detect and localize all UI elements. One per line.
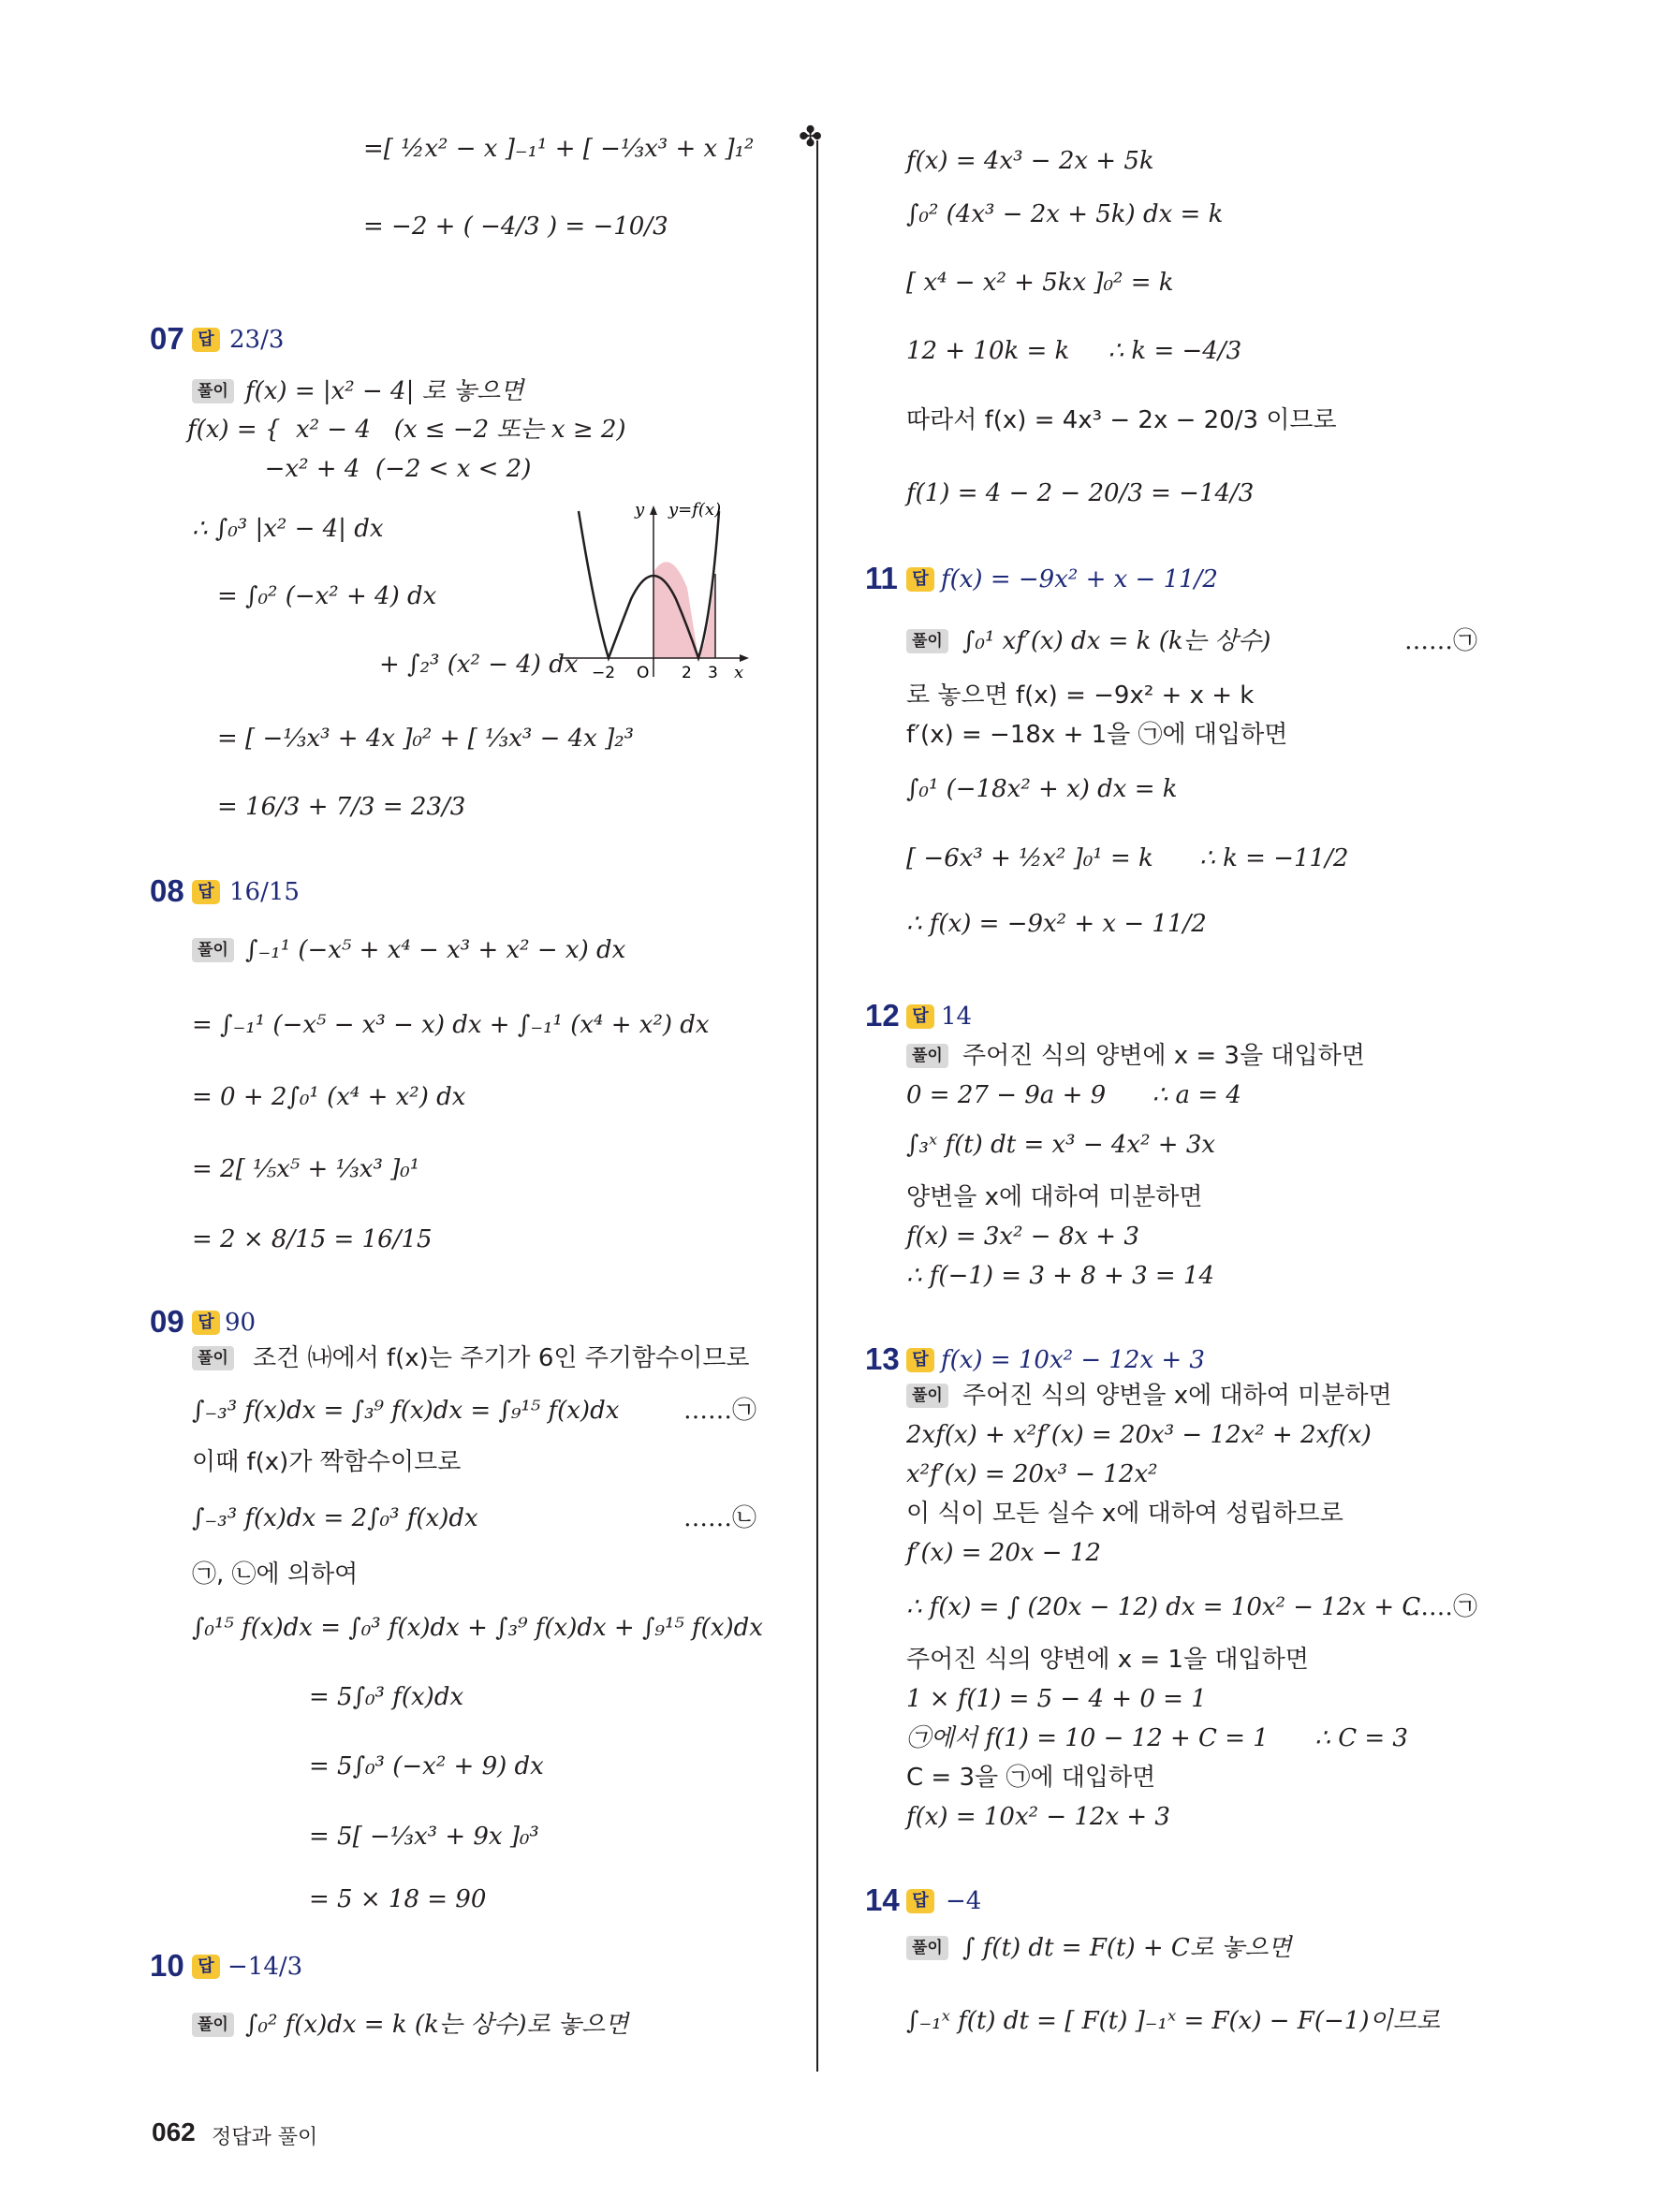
curve-label: y=f(x) (668, 500, 722, 520)
solution-badge: 풀이 (906, 1936, 948, 1960)
p13-line-6: 주어진 식의 양변에 x = 1을 대입하면 (906, 1646, 1309, 1674)
problem-07-answer: 23/3 (229, 326, 285, 354)
function-graph (551, 494, 766, 681)
p08-line-2: = 0 + 2∫₀¹ (x⁴ + x²) dx (192, 1083, 466, 1111)
page-number: 062 (152, 2117, 196, 2146)
p13-line-1: 2xf(x) + x²f′(x) = 20x³ − 12x² + 2xf(x) (906, 1421, 1372, 1449)
p07-line-6: = [ −⅓x³ + 4x ]₀² + [ ⅓x³ − 4x ]₂³ (217, 725, 635, 753)
p14-line-0: ∫ f(t) dt = F(t) + C로 놓으면 (962, 1934, 1292, 1962)
p13-line-2: x²f′(x) = 20x³ − 12x² (906, 1460, 1158, 1488)
p09-line-5: ∫₀¹⁵ f(x)dx = ∫₀³ f(x)dx + ∫₃⁹ f(x)dx + ∫₉¹⁵ f(x)dx (192, 1614, 763, 1642)
p10-line-1: f(x) = 4x³ − 2x + 5k (906, 147, 1154, 175)
p14-line-1: ∫₋₁ˣ f(t) dt = [ F(t) ]₋₁ˣ = F(x) − F(−1)이므로 (906, 2007, 1440, 2035)
problem-11-number: 11 (865, 561, 898, 595)
p09-line-2: 이때 f(x)가 짝함수이므로 (192, 1448, 462, 1476)
solution-badge: 풀이 (192, 379, 234, 403)
solution-badge: 풀이 (192, 938, 234, 962)
problem-12-number: 12 (865, 998, 900, 1033)
p08-line-4: = 2 × 8/15 = 16/15 (192, 1225, 433, 1253)
problem-10-answer: −14/3 (228, 1953, 303, 1981)
tick-3: 3 (708, 664, 718, 681)
p13-line-9: C = 3을 ㉠에 대입하면 (906, 1764, 1156, 1792)
answer-badge: 답 (192, 1955, 220, 1979)
problem-13-answer: f(x) = 10x² − 12x + 3 (941, 1346, 1205, 1374)
p12-line-3: 양변을 x에 대하여 미분하면 (906, 1183, 1203, 1211)
p09-line-6: = 5∫₀³ f(x)dx (309, 1683, 464, 1711)
p11-line-3: ∫₀¹ (−18x² + x) dx = k (906, 775, 1178, 803)
p12-line-1: 0 = 27 − 9a + 9 ∴ a = 4 (906, 1081, 1241, 1109)
problem-09-number: 09 (150, 1304, 184, 1339)
p10-line-3: [ x⁴ − x² + 5kx ]₀² = k (906, 269, 1174, 297)
column-divider (816, 140, 818, 2072)
p11-line-2: f′(x) = −18x + 1을 ㉠에 대입하면 (906, 721, 1288, 749)
problem-13-number: 13 (865, 1341, 900, 1376)
problem-09-answer: 90 (225, 1309, 257, 1337)
problem-11-answer: f(x) = −9x² + x − 11/2 (941, 565, 1218, 593)
p12-line-5: ∴ f(−1) = 3 + 8 + 3 = 14 (906, 1262, 1215, 1290)
solution-badge: 풀이 (192, 1346, 234, 1370)
curve (579, 511, 719, 658)
answer-badge: 답 (906, 1348, 934, 1372)
p11-line-4: [ −6x³ + ½x² ]₀¹ = k ∴ k = −11/2 (906, 844, 1349, 872)
solution-badge: 풀이 (906, 1044, 948, 1068)
tick-2: 2 (682, 664, 692, 681)
footer-title: 정답과 풀이 (212, 2126, 318, 2149)
p07-line-0: f(x) = |x² − 4| 로 놓으면 (245, 377, 524, 405)
p09-line-1: ∫₋₃³ f(x)dx = ∫₃⁹ f(x)dx = ∫₉¹⁵ f(x)dx (192, 1397, 620, 1425)
p11-line-5: ∴ f(x) = −9x² + x − 11/2 (906, 910, 1207, 938)
p12-line-4: f(x) = 3x² − 8x + 3 (906, 1223, 1139, 1251)
p10-line-4: 12 + 10k = k ∴ k = −4/3 (906, 337, 1242, 365)
p13-line-5: ∴ f(x) = ∫ (20x − 12) dx = 10x² − 12x + C (906, 1593, 1421, 1621)
p09-line-0: 조건 ㈏에서 f(x)는 주기가 6인 주기함수이므로 (253, 1344, 750, 1372)
answer-badge: 답 (192, 1311, 220, 1335)
p07-line-5: + ∫₂³ (x² − 4) dx (379, 651, 579, 679)
p07-line-3: ∴ ∫₀³ |x² − 4| dx (192, 515, 384, 543)
problem-10-number: 10 (150, 1948, 184, 1983)
p11-line-1: 로 놓으면 f(x) = −9x² + x + k (906, 681, 1255, 710)
p10-line-2: ∫₀² (4x³ − 2x + 5k) dx = k (906, 200, 1224, 228)
answer-badge: 답 (906, 567, 934, 592)
left-top-line-2: = −2 + ( −4/3 ) = −10/3 (363, 212, 668, 241)
origin-label: O (637, 664, 650, 681)
answer-badge: 답 (192, 328, 220, 352)
p13-line-3: 이 식이 모든 실수 x에 대하여 성립하므로 (906, 1500, 1343, 1528)
p10-line-5: 따라서 f(x) = 4x³ − 2x − 20/3 이므로 (906, 406, 1337, 434)
p07-line-7: = 16/3 + 7/3 = 23/3 (217, 793, 466, 821)
p09-line-3: ∫₋₃³ f(x)dx = 2∫₀³ f(x)dx (192, 1504, 478, 1532)
problem-14-number: 14 (865, 1882, 900, 1917)
p09-mark-2: ……㉡ (683, 1504, 757, 1532)
p13-line-7: 1 × f(1) = 5 − 4 + 0 = 1 (906, 1685, 1207, 1713)
p09-mark-1: ……㉠ (683, 1397, 757, 1425)
p09-line-8: = 5[ −⅓x³ + 9x ]₀³ (309, 1823, 539, 1851)
answer-badge: 답 (906, 1004, 934, 1029)
p12-line-2: ∫₃ˣ f(t) dt = x³ − 4x² + 3x (906, 1131, 1216, 1159)
problem-08-number: 08 (150, 873, 184, 908)
p11-line-0: ∫₀¹ xf′(x) dx = k (k는 상수) (962, 627, 1271, 655)
p13-line-0: 주어진 식의 양변을 x에 대하여 미분하면 (962, 1382, 1392, 1410)
tick-minus2: −2 (592, 664, 616, 681)
p12-line-0: 주어진 식의 양변에 x = 3을 대입하면 (962, 1042, 1365, 1070)
p11-mark-1: ……㉠ (1404, 627, 1478, 655)
p09-line-9: = 5 × 18 = 90 (309, 1885, 487, 1913)
answer-badge: 답 (192, 880, 220, 904)
left-top-line-1: =[ ½x² − x ]₋₁¹ + [ −⅓x³ + x ]₁² (363, 135, 755, 163)
p13-line-10: f(x) = 10x² − 12x + 3 (906, 1803, 1170, 1831)
p13-line-8: ㉠에서 f(1) = 10 − 12 + C = 1 ∴ C = 3 (906, 1724, 1408, 1752)
p09-line-7: = 5∫₀³ (−x² + 9) dx (309, 1752, 544, 1780)
y-label: y (635, 500, 645, 520)
problem-07-number: 07 (150, 321, 184, 356)
solution-badge: 풀이 (192, 2013, 234, 2037)
answer-badge: 답 (906, 1889, 934, 1913)
p08-line-3: = 2[ ⅕x⁵ + ⅓x³ ]₀¹ (192, 1155, 420, 1183)
x-label: x (734, 663, 744, 681)
y-axis-arrow-icon (650, 505, 657, 515)
solution-badge: 풀이 (906, 1384, 948, 1408)
p13-mark-1: ……㉠ (1404, 1593, 1478, 1621)
problem-12-answer: 14 (941, 1003, 973, 1031)
p08-line-1: = ∫₋₁¹ (−x⁵ − x³ − x) dx + ∫₋₁¹ (x⁴ + x²) dx (192, 1011, 710, 1039)
p09-line-4: ㉠, ㉡에 의하여 (192, 1560, 359, 1589)
x-axis-arrow-icon (740, 654, 749, 662)
problem-14-answer: −4 (946, 1887, 982, 1915)
p13-line-4: f′(x) = 20x − 12 (906, 1539, 1101, 1567)
problem-08-answer: 16/15 (229, 878, 300, 906)
shaded-area-left (653, 562, 698, 658)
p07-line-4: = ∫₀² (−x² + 4) dx (217, 582, 437, 610)
p10-line-0: ∫₀² f(x)dx = k (k는 상수)로 놓으면 (245, 2011, 629, 2039)
p08-line-0: ∫₋₁¹ (−x⁵ + x⁴ − x³ + x² − x) dx (245, 936, 626, 964)
p10-line-6: f(1) = 4 − 2 − 20/3 = −14/3 (906, 479, 1255, 507)
solution-badge: 풀이 (906, 629, 948, 653)
ornament-icon: ✤ (799, 121, 823, 154)
p07-line-1: f(x) = { x² − 4 (x ≤ −2 또는 x ≥ 2) (187, 416, 626, 444)
p07-line-2: −x² + 4 (−2 < x < 2) (187, 455, 532, 483)
